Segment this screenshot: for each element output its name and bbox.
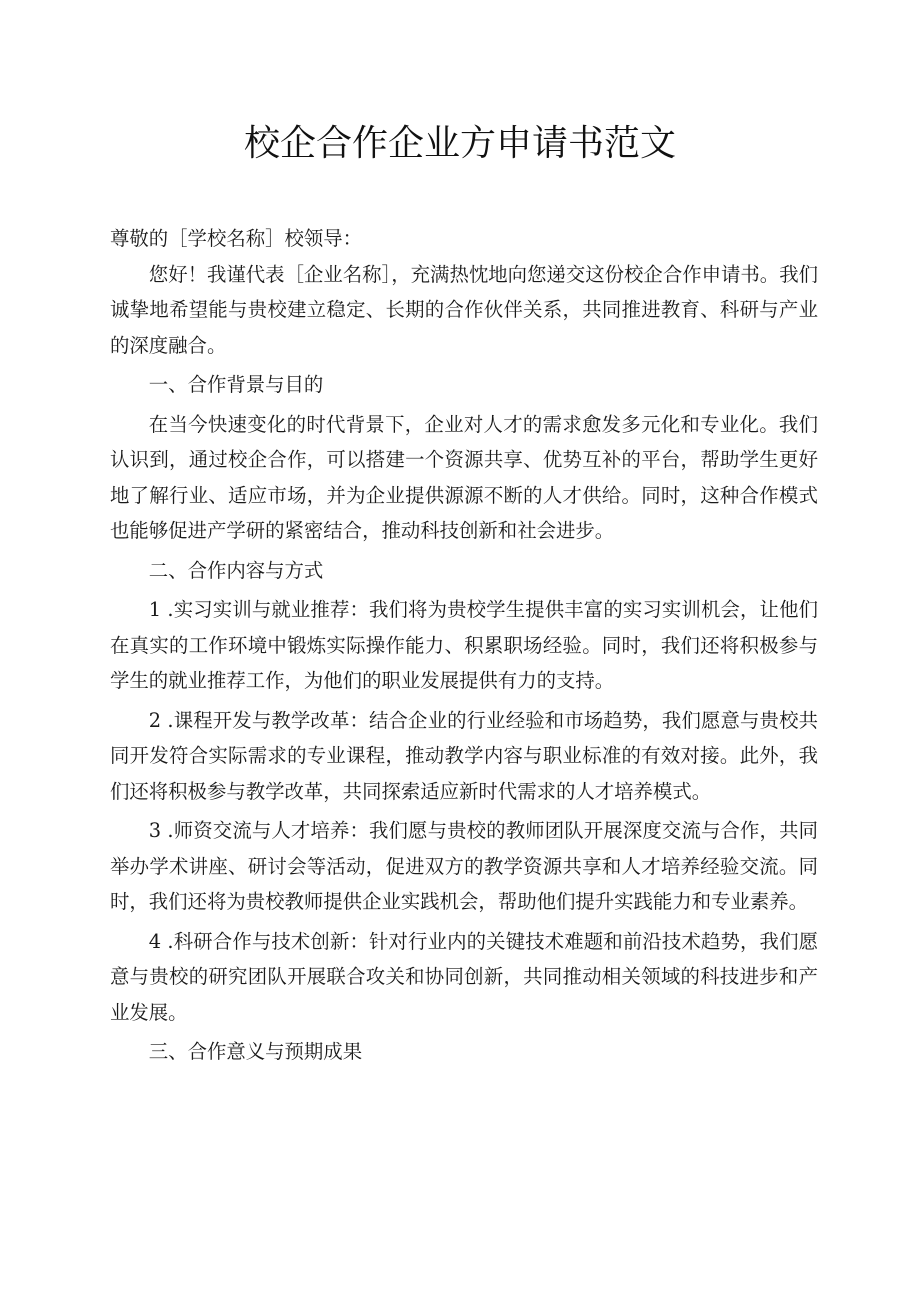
cooperation-item-4: 4 .科研合作与技术创新：针对行业内的关键技术难题和前沿技术趋势，我们愿意与贵校的研究团队开展联合攻关和协同创新，共同推动相关领域的科技进步和产业发展。: [110, 929, 818, 1024]
cooperation-item-3: 3 .师资交流与人才培养：我们愿与贵校的教师团队开展深度交流与合作，共同举办学术讲座、研讨会等活动，促进双方的教学资源共享和人才培养经验交流。同时，我们还将为贵校教师提供企业实践机会，帮助他们提升实践能力和专业素养。: [110, 819, 818, 913]
salutation: 尊敬的［学校名称］校领导：: [110, 227, 363, 250]
section-3-heading: 三、合作意义与预期成果: [148, 1040, 363, 1063]
section-1-heading: 一、合作背景与目的: [148, 373, 324, 396]
section-2-heading: 二、合作内容与方式: [148, 558, 324, 582]
intro-paragraph: 您好！我谨代表［企业名称］，充满热忱地向您递交这份校企合作申请书。我们诚挚地希望能与贵校建立稳定、长期的合作伙伴关系，共同推进教育、科研与产业的深度融合。: [110, 262, 818, 357]
section-1-paragraph: 在当今快速变化的时代背景下，企业对人才的需求愈发多元化和专业化。我们认识到，通过校企合作，可以搭建一个资源共享、优势互补的平台，帮助学生更好地了解行业、适应市场，并为企业提供源源不断的人才供给。同时，这种合作模式也能够促进产学研的紧密结合，推动科技创新和社会进步。: [110, 412, 818, 542]
document-body: [110, 221, 818, 1074]
cooperation-item-1: 1 .实习实训与就业推荐：我们将为贵校学生提供丰富的实习实训机会，让他们在真实的工作环境中锻炼实际操作能力、积累职场经验。同时，我们还将积极参与学生的就业推荐工作，为他们的职业发展提供有力的支持。: [110, 598, 818, 692]
document-title: 校企合作企业方申请书范文: [243, 123, 676, 164]
cooperation-item-2: 2 .课程开发与教学改革：结合企业的行业经验和市场趋势，我们愿意与贵校共同开发符合实际需求的专业课程，推动教学内容与职业标准的有效对接。此外，我们还将积极参与教学改革，共同探索适应新时代需求的人才培养模式。: [110, 708, 818, 803]
